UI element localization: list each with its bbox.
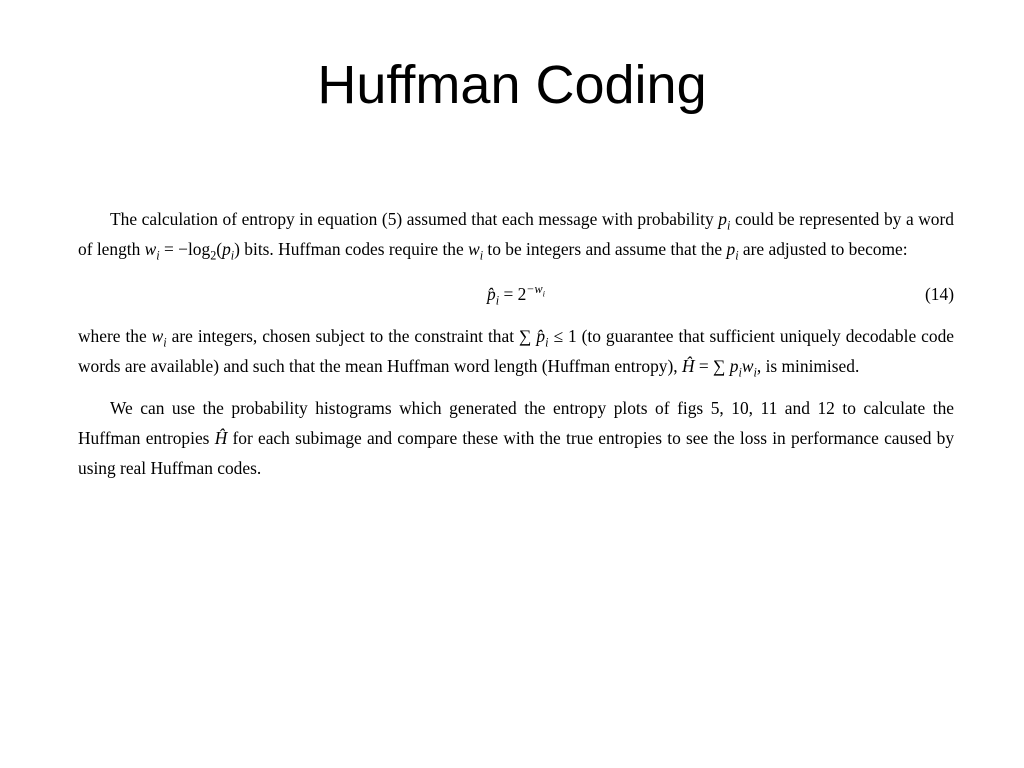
text: where the xyxy=(78,326,152,346)
slide-body xyxy=(78,204,954,483)
math-w-i: $w_i$ xyxy=(468,239,484,263)
text: are adjusted to become: xyxy=(738,239,908,259)
equation-14 xyxy=(78,271,954,315)
text: for each subimage and compare these with the true entropies to see the loss in performance caused by using real Huffman codes. xyxy=(78,428,955,478)
text: The calculation of entropy in equation (5) assumed that each message with probability xyxy=(110,209,719,229)
equation-number: (14) xyxy=(925,284,954,304)
paragraph-histograms xyxy=(78,393,954,483)
text: to be integers and assume that the xyxy=(483,239,727,259)
math-h-hat: Ĥ xyxy=(214,428,228,448)
log-base: 2 xyxy=(210,248,217,263)
math-w-i: $w_i$ xyxy=(144,239,160,263)
math-p-i: $p_i$ xyxy=(222,239,235,263)
math-p-i: $p_i$ xyxy=(718,209,731,233)
math-p-i: $p_i$ xyxy=(726,239,739,263)
math-p-hat-i: $p̂_i$ xyxy=(487,284,500,308)
slide-title: Huffman Coding xyxy=(317,55,707,115)
equation-body: $p̂_i = 2^{-w_i}$ xyxy=(487,282,545,308)
text: ≤ 1 (to guarantee that sufficient uniquely decodable code words are available) and such that the mean Huffman word length (Huffman entropy), xyxy=(78,326,954,376)
text: are integers, chosen subject to the constraint that ∑ xyxy=(166,326,537,346)
text: We can use the probability histograms which generated the entropy plots of figs 5, 10, 11 and 12 to calculate the Huffman entropies xyxy=(78,398,954,448)
paragraph-entropy-assumption xyxy=(78,204,954,264)
math-h-hat: Ĥ xyxy=(681,356,695,376)
text: ( xyxy=(216,239,223,259)
text: = −log xyxy=(159,239,211,259)
math-w-i: $w_i$ xyxy=(741,356,757,380)
text: ) bits. Huffman codes require the xyxy=(234,239,469,259)
exponent: −wi xyxy=(526,282,545,299)
paragraph-constraint xyxy=(78,321,954,381)
math-p-i: $p_i$ xyxy=(729,356,742,380)
text: = ∑ xyxy=(694,356,730,376)
text: , is minimised. xyxy=(756,356,860,376)
text: could be represented by a word of length xyxy=(78,209,954,259)
math-p-hat-i: $p̂_i$ xyxy=(536,326,549,350)
math-w-i: $w_i$ xyxy=(151,326,167,350)
